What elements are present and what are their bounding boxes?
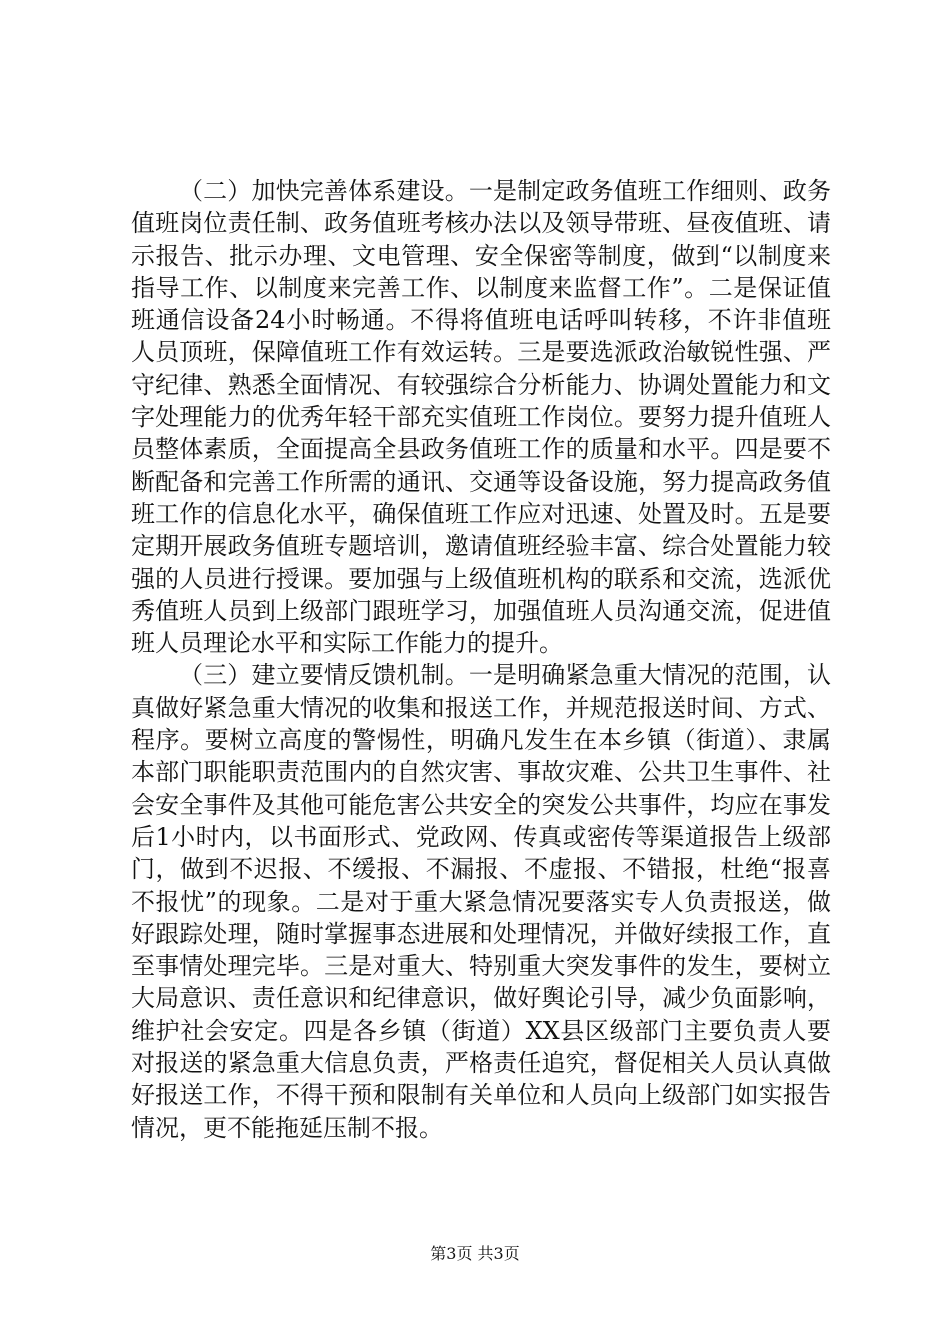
- paragraph-section-3: （三）建立要情反馈机制。一是明确紧急重大情况的范围，认真做好紧急重大情况的收集和报送工作，并规范报送时间、方式、程序。要树立高度的警惕性，明确凡发生在本乡镇（街道）、隶属本部门职能职责范围内的自然灾害、事故灾难、公共卫生事件、社会安全事件及其他可能危害公共安全的突发公共事件，均应在事发后1小时内，以书面形式、党政网、传真或密传等渠道报告上级部门，做到不迟报、不缓报、不漏报、不虚报、不错报，杜绝“报喜不报忧”的现象。二是对于重大紧急情况要落实专人负责报送，做好跟踪处理，随时掌握事态进展和处理情况，并做好续报工作，直至事情处理完毕。三是对重大、特别重大突发事件的发生，要树立大局意识、责任意识和纪律意识，做好舆论引导，减少负面影响，维护社会安定。四是各乡镇（街道）XX县区级部门主要负责人要对报送的紧急重大信息负责，严格责任追究，督促相关人员认真做好报送工作，不得干预和限制有关单位和人员向上级部门如实报告情况，更不能拖延压制不报。: [131, 661, 831, 1142]
- document-body: [131, 175, 831, 1144]
- page-number-footer: 第3页 共3页: [430, 1244, 520, 1263]
- paragraph-section-2: （二）加快完善体系建设。一是制定政务值班工作细则、政务值班岗位责任制、政务值班考核办法以及领导带班、昼夜值班、请示报告、批示办理、文电管理、安全保密等制度，做到“以制度来指导工作、以制度来完善工作、以制度来监督工作”。二是保证值班通信设备24小时畅通。不得将值班电话呼叫转移，不许非值班人员顶班，保障值班工作有效运转。三是要选派政治敏锐性强、严守纪律、熟悉全面情况、有较强综合分析能力、协调处置能力和文字处理能力的优秀年轻干部充实值班工作岗位。要努力提升值班人员整体素质，全面提高全县政务值班工作的质量和水平。四是要不断配备和完善工作所需的通讯、交通等设备设施，努力提高政务值班工作的信息化水平，确保值班工作应对迅速、处置及时。五是要定期开展政务值班专题培训，邀请值班经验丰富、综合处置能力较强的人员进行授课。要加强与上级值班机构的联系和交流，选派优秀值班人员到上级部门跟班学习，加强值班人员沟通交流，促进值班人员理论水平和实际工作能力的提升。: [131, 177, 831, 658]
